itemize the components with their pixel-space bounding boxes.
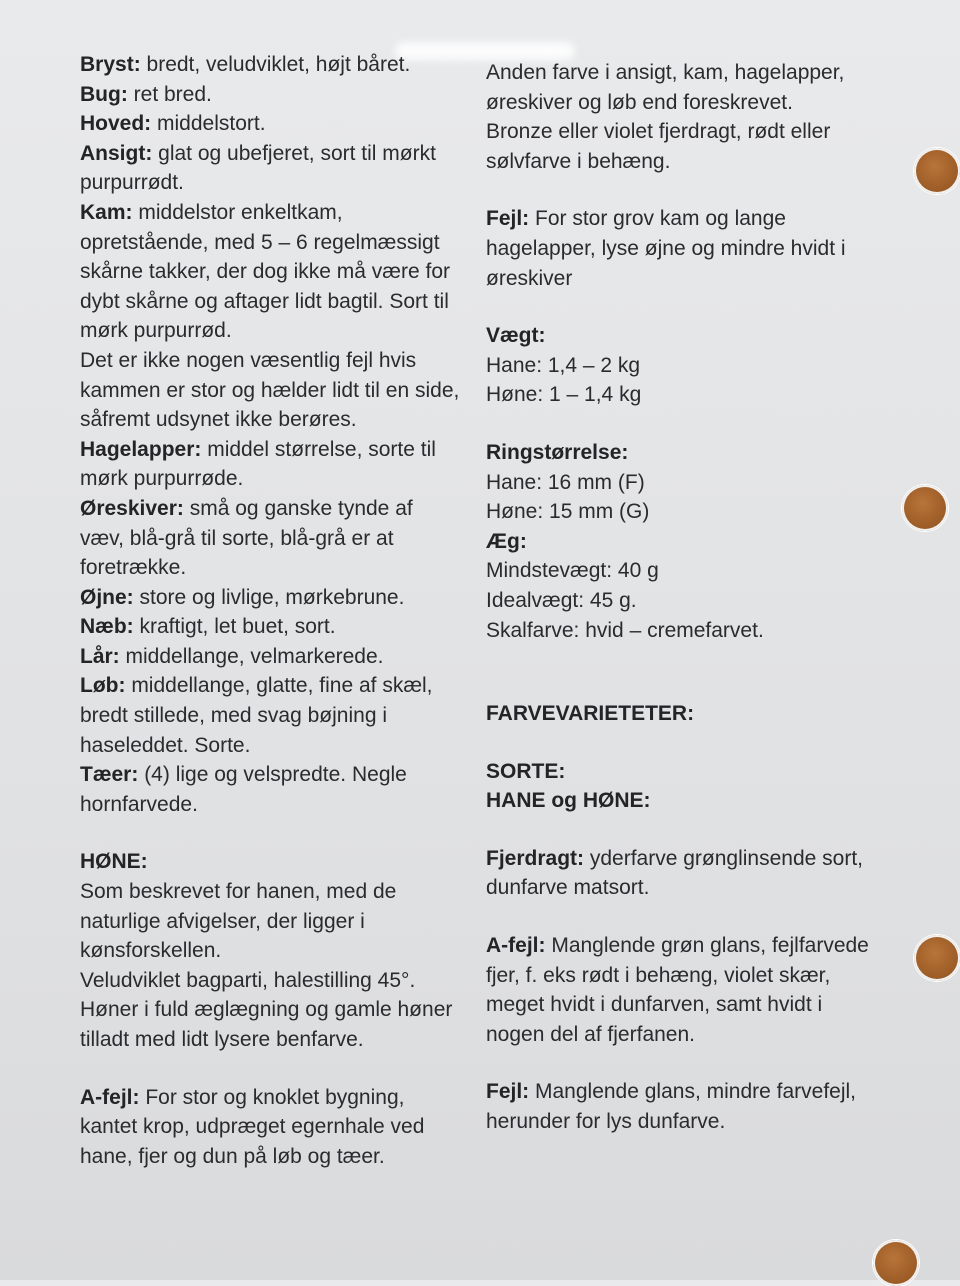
field-label: Løb: <box>80 674 126 698</box>
field-label: A-fejl: <box>80 1085 140 1109</box>
field-text: Som beskrevet for hanen, med de naturlige afvigelser, der ligger i kønsforskellen. <box>80 880 397 963</box>
paragraph <box>486 931 876 1049</box>
field-text: middelstor enkeltkam, opretstående, med 5 – 6 regelmæssigt skårne takker, der dog ikke må være for dybt skårne og aftager lidt bagtil. Sort til mørk purpurrød. <box>80 200 450 343</box>
field-text: glat og ubefjeret, sort til mørkt purpurrødt. <box>80 141 436 195</box>
field-label: HØNE: <box>80 850 148 874</box>
paragraph-spacer <box>486 293 876 321</box>
field-label: Tæer: <box>80 763 139 787</box>
field-text: Hane: 1,4 – 2 kg <box>486 353 641 377</box>
field-text: Høne: 15 mm (G) <box>486 500 650 524</box>
paragraph <box>80 80 460 110</box>
field-text: Det er ikke nogen væsentlig fejl hvis kammen er stor og hælder lidt til en side, såfremt udsynet ikke berøres. <box>80 348 460 432</box>
paragraph <box>486 497 876 527</box>
paragraph <box>80 494 460 583</box>
field-text: (4) lige og velspredte. Negle hornfarvede. <box>80 763 407 816</box>
field-label: Bryst: <box>80 53 141 76</box>
field-text: kraftigt, let buet, sort. <box>133 615 336 639</box>
paragraph <box>80 612 460 642</box>
field-text: Manglende glans, mindre farvefejl, herunder for lys dunfarve. <box>486 1080 857 1134</box>
field-text: Idealvægt: 45 g. <box>486 588 637 612</box>
field-text: Hane: 16 mm (F) <box>486 470 645 494</box>
paragraph <box>486 1077 876 1136</box>
paragraph <box>486 468 876 498</box>
paragraph-spacer <box>486 903 876 931</box>
paragraph <box>80 50 460 80</box>
paragraph <box>486 757 876 787</box>
field-text: middelstort. <box>151 112 266 136</box>
field-label: HANE og HØNE: <box>486 789 651 813</box>
field-text: små og ganske tynde af væv, blå-grå til sorte, blå-grå er at foretrække. <box>80 496 413 580</box>
paragraph <box>80 760 460 819</box>
paragraph <box>486 786 876 816</box>
paragraph <box>486 699 876 729</box>
paragraph <box>80 346 460 435</box>
punch-hole <box>914 148 960 194</box>
paragraph <box>486 438 876 468</box>
paragraph-spacer <box>486 816 876 844</box>
paragraph <box>80 847 460 877</box>
field-text: ret bred. <box>127 82 212 106</box>
paragraph <box>486 527 876 557</box>
field-label: Ansigt: <box>80 141 153 165</box>
paragraph <box>486 380 876 410</box>
field-label: Kam: <box>80 200 133 224</box>
field-label: Øreskiver: <box>80 496 184 520</box>
field-text: middellange, glatte, fine af skæl, bredt stillede, med svag bøjning i haseleddet. Sorte. <box>80 674 433 757</box>
paragraph <box>486 844 876 903</box>
left-column <box>80 50 460 1171</box>
paragraph <box>80 642 460 672</box>
field-text: Anden farve i ansigt, kam, hagelapper, øreskiver og løb end foreskrevet. <box>486 61 845 114</box>
field-label: A-fejl: <box>486 934 546 958</box>
field-label: Fejl: <box>486 1080 530 1104</box>
punch-hole <box>873 1240 919 1286</box>
field-label: Fejl: <box>486 207 530 231</box>
paragraph-spacer <box>486 1049 876 1077</box>
paragraph <box>80 198 460 346</box>
right-column <box>486 58 876 1137</box>
field-label: Lår: <box>80 644 120 668</box>
field-text: Høner i fuld æglægning og gamle høner tilladt med lidt lysere benfarve. <box>80 998 453 1051</box>
field-text: Bronze eller violet fjerdragt, rødt eller sølvfarve i behæng. <box>486 120 831 173</box>
paragraph <box>80 671 460 760</box>
field-label: SORTE: <box>486 759 566 783</box>
paragraph <box>486 586 876 616</box>
paragraph-spacer <box>486 410 876 438</box>
field-text: bredt, veludviklet, højt båret. <box>140 53 411 76</box>
field-label: FARVEVARIETETER: <box>486 702 695 726</box>
field-text: Skalfarve: hvid – cremefarvet. <box>486 618 764 642</box>
paragraph <box>80 966 460 996</box>
paragraph <box>80 435 460 494</box>
field-text: Mindstevægt: 40 g <box>486 559 659 583</box>
field-text: yderfarve grønglinsende sort, dunfarve matsort. <box>486 846 863 900</box>
field-label: Ringstørrelse: <box>486 440 629 464</box>
field-text: middellange, velmarkerede. <box>119 644 384 668</box>
paragraph <box>80 139 460 198</box>
paragraph-spacer <box>486 176 876 204</box>
field-label: Hoved: <box>80 112 152 136</box>
field-label: Næb: <box>80 615 134 639</box>
field-text: For stor grov kam og lange hagelapper, lyse øjne og mindre hvidt i øreskiver <box>486 207 846 290</box>
paragraph <box>486 117 876 176</box>
field-label: Fjerdragt: <box>486 846 585 870</box>
paragraph <box>486 616 876 646</box>
paragraph <box>486 204 876 293</box>
punch-hole <box>902 485 948 531</box>
paragraph <box>80 583 460 613</box>
field-label: Bug: <box>80 82 128 106</box>
paragraph-spacer <box>80 819 460 847</box>
paragraph <box>80 877 460 966</box>
paragraph-spacer <box>80 1055 460 1083</box>
field-text: Manglende grøn glans, fejlfarvede fjer, f. eks rødt i behæng, violet skær, meget hvidt i dunfarven, samt hvidt i nogen del af fjerfanen. <box>486 934 869 1046</box>
paragraph <box>80 995 460 1054</box>
field-label: Hagelapper: <box>80 437 202 461</box>
field-text: store og livlige, mørkebrune. <box>133 585 405 609</box>
field-text: Høne: 1 – 1,4 kg <box>486 383 642 407</box>
paragraph-spacer <box>486 645 876 699</box>
paragraph <box>486 351 876 381</box>
paragraph <box>486 321 876 351</box>
paragraph <box>486 58 876 117</box>
field-label: Øjne: <box>80 585 134 609</box>
field-label: Vægt: <box>486 324 546 348</box>
field-label: Æg: <box>486 529 527 553</box>
field-text: middel størrelse, sorte til mørk purpurrøde. <box>80 437 436 491</box>
punch-hole <box>914 935 960 981</box>
paragraph <box>80 109 460 139</box>
paragraph-spacer <box>486 729 876 757</box>
paragraph <box>486 556 876 586</box>
field-text: Veludviklet bagparti, halestilling 45°. <box>80 968 416 992</box>
field-text: For stor og knoklet bygning, kantet krop, udpræget egernhale ved hane, fjer og dun på løb og tæer. <box>80 1085 425 1168</box>
paragraph <box>80 1083 460 1172</box>
